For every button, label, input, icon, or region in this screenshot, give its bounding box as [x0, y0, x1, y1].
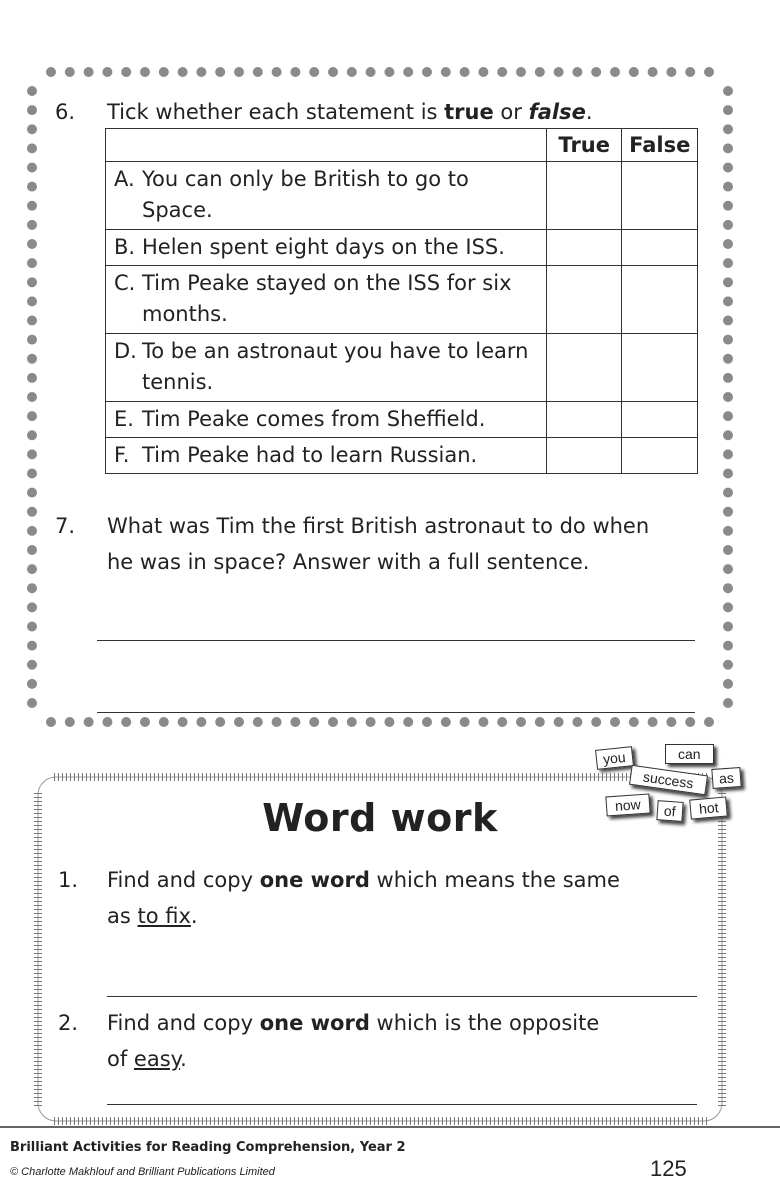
- border-dot: [723, 411, 733, 421]
- border-dot: [460, 67, 470, 77]
- false-checkbox[interactable]: [622, 266, 698, 334]
- border-dot: [366, 717, 376, 727]
- border-dot: [422, 717, 432, 727]
- border-dot: [178, 67, 188, 77]
- true-checkbox[interactable]: [546, 162, 622, 230]
- border-dot: [723, 105, 733, 115]
- border-dot: [441, 67, 451, 77]
- border-dot: [723, 622, 733, 632]
- border-dot: [723, 163, 733, 173]
- border-dot: [102, 67, 112, 77]
- border-dot: [610, 717, 620, 727]
- word-tile: now: [605, 794, 650, 817]
- border-dot: [27, 469, 37, 479]
- q7-line1: What was Tim the first British astronaut to do when: [107, 514, 650, 538]
- border-dot: [27, 392, 37, 402]
- border-dot: [723, 258, 733, 268]
- border-dot: [723, 488, 733, 498]
- border-dot: [723, 239, 733, 249]
- border-dot: [723, 373, 733, 383]
- border-dot: [478, 717, 488, 727]
- border-dot: [27, 660, 37, 670]
- border-dot: [535, 717, 545, 727]
- table-row: F. Tim Peake had to learn Russian.: [106, 438, 698, 474]
- border-dot: [723, 641, 733, 651]
- ww-q2-line2: of easy.: [107, 1047, 187, 1071]
- border-dot: [629, 67, 639, 77]
- target-phrase: easy: [133, 1047, 181, 1071]
- target-phrase: to fix: [137, 904, 191, 928]
- border-dot: [27, 220, 37, 230]
- border-dot: [704, 67, 714, 77]
- border-dot: [27, 105, 37, 115]
- border-dot: [554, 717, 564, 727]
- border-dot: [685, 717, 695, 727]
- border-dot: [723, 449, 733, 459]
- border-dot: [704, 717, 714, 727]
- border-dot: [27, 296, 37, 306]
- false-checkbox[interactable]: [622, 402, 698, 438]
- table-header-row: [106, 129, 698, 162]
- false-checkbox[interactable]: [622, 162, 698, 230]
- true-checkbox[interactable]: [546, 230, 622, 266]
- border-dot: [384, 67, 394, 77]
- footer-copyright: © Charlotte Makhlouf and Brilliant Publications Limited: [10, 1166, 275, 1178]
- border-dot: [27, 335, 37, 345]
- border-dot: [159, 717, 169, 727]
- border-dot: [27, 86, 37, 96]
- word-tile: you: [595, 746, 633, 770]
- border-dot: [422, 67, 432, 77]
- border-dot: [102, 717, 112, 727]
- border-dot: [84, 67, 94, 77]
- false-checkbox[interactable]: [622, 438, 698, 474]
- border-dot: [666, 717, 676, 727]
- border-dot: [27, 507, 37, 517]
- border-dot: [723, 564, 733, 574]
- border-dot: [159, 67, 169, 77]
- border-dot: [347, 67, 357, 77]
- table-row: B. Helen spent eight days on the ISS.: [106, 230, 698, 266]
- word-tile: can: [665, 744, 714, 764]
- word-tile: of: [656, 800, 683, 822]
- border-dot: [535, 67, 545, 77]
- statement-text: Tim Peake comes from Sheffield.: [142, 407, 486, 431]
- border-dot: [723, 86, 733, 96]
- table-row: A. You can only be British to go to Space.: [106, 162, 698, 230]
- border-dot: [27, 488, 37, 498]
- border-dot: [572, 717, 582, 727]
- border-dot: [27, 258, 37, 268]
- border-dot: [27, 449, 37, 459]
- statement-text: To be an astronaut you have to learn tennis.: [142, 339, 529, 394]
- true-checkbox[interactable]: [546, 438, 622, 474]
- border-dot: [723, 469, 733, 479]
- border-dot: [27, 641, 37, 651]
- false-checkbox[interactable]: [622, 334, 698, 402]
- border-dot: [27, 564, 37, 574]
- border-dot: [234, 67, 244, 77]
- border-dot: [27, 622, 37, 632]
- border-dot: [516, 717, 526, 727]
- border-dot: [629, 717, 639, 727]
- border-dot: [27, 124, 37, 134]
- q6-number: 6.: [55, 100, 76, 124]
- border-dot: [140, 67, 150, 77]
- border-dot: [309, 717, 319, 727]
- border-dot: [723, 296, 733, 306]
- border-dot: [65, 67, 75, 77]
- border-dot: [610, 67, 620, 77]
- word-tile: success: [629, 765, 708, 795]
- border-dot: [215, 67, 225, 77]
- border-dot: [196, 67, 206, 77]
- border-dot: [723, 526, 733, 536]
- border-dot: [27, 698, 37, 708]
- ww-q2-answer-line[interactable]: [107, 1104, 697, 1105]
- border-dot: [403, 67, 413, 77]
- q7-number: 7.: [55, 514, 76, 538]
- q7-answer-line-2[interactable]: [97, 712, 695, 713]
- border-dot: [478, 67, 488, 77]
- q7-answer-line-1[interactable]: [97, 640, 695, 641]
- ww-q1-number: 1.: [58, 868, 79, 892]
- statement-text: Helen spent eight days on the ISS.: [142, 235, 505, 259]
- border-dot: [723, 545, 733, 555]
- border-dot: [328, 67, 338, 77]
- border-dot: [309, 67, 319, 77]
- true-checkbox[interactable]: [546, 402, 622, 438]
- border-dot: [121, 67, 131, 77]
- border-dot: [723, 507, 733, 517]
- border-dot: [46, 717, 56, 727]
- border-dot: [328, 717, 338, 727]
- page-number: 125: [650, 1156, 687, 1181]
- border-dot: [685, 67, 695, 77]
- ww-q1-answer-line[interactable]: [107, 996, 697, 997]
- border-dot: [27, 545, 37, 555]
- border-dot: [215, 717, 225, 727]
- border-dot: [384, 717, 394, 727]
- border-dot: [648, 717, 658, 727]
- true-false-table: [105, 128, 698, 474]
- border-dot: [648, 67, 658, 77]
- border-dot: [27, 143, 37, 153]
- border-dot: [290, 67, 300, 77]
- border-dot: [723, 182, 733, 192]
- border-dot: [178, 717, 188, 727]
- border-dot: [497, 67, 507, 77]
- border-dot: [253, 67, 263, 77]
- border-dot: [591, 717, 601, 727]
- border-dot: [723, 335, 733, 345]
- q7-line2: he was in space? Answer with a full sentence.: [107, 550, 590, 574]
- border-dot: [723, 201, 733, 211]
- border-dot: [27, 163, 37, 173]
- border-dot: [723, 143, 733, 153]
- border-dot: [723, 392, 733, 402]
- border-dot: [27, 430, 37, 440]
- table-row: C. Tim Peake stayed on the ISS for six months.: [106, 266, 698, 334]
- border-dot: [554, 67, 564, 77]
- border-dot: [140, 717, 150, 727]
- border-dot: [234, 717, 244, 727]
- false-header: False: [622, 129, 698, 162]
- ww-q2-line1: Find and copy one word which is the opposite: [107, 1011, 600, 1035]
- border-dot: [196, 717, 206, 727]
- ww-q1-line1: Find and copy one word which means the same: [107, 868, 620, 892]
- border-dot: [403, 717, 413, 727]
- border-dot: [723, 660, 733, 670]
- border-dot: [366, 67, 376, 77]
- border-dot: [27, 201, 37, 211]
- border-dot: [46, 67, 56, 77]
- border-dot: [591, 67, 601, 77]
- border-dot: [497, 717, 507, 727]
- statement-text: You can only be British to go to Space.: [142, 167, 469, 222]
- ww-q1-line2: as to fix.: [107, 904, 198, 928]
- border-dot: [121, 717, 131, 727]
- border-dot: [290, 717, 300, 727]
- border-dot: [65, 717, 75, 727]
- border-dot: [723, 679, 733, 689]
- ww-q2-number: 2.: [58, 1011, 79, 1035]
- border-dot: [27, 354, 37, 364]
- border-dot: [572, 67, 582, 77]
- statement-text: Tim Peake stayed on the ISS for six months.: [142, 271, 512, 326]
- q6-prompt: Tick whether each statement is true or false.: [107, 100, 593, 124]
- border-dot: [27, 679, 37, 689]
- border-dot: [84, 717, 94, 727]
- word-tile: as: [711, 767, 741, 789]
- border-dot: [723, 602, 733, 612]
- border-dot: [723, 220, 733, 230]
- border-dot: [27, 239, 37, 249]
- border-dot: [460, 717, 470, 727]
- word-tile: hot: [689, 796, 728, 819]
- border-dot: [27, 602, 37, 612]
- border-dot: [723, 430, 733, 440]
- word-work-title: Word work: [262, 796, 498, 840]
- border-dot: [723, 277, 733, 287]
- border-dot: [27, 526, 37, 536]
- border-dot: [27, 373, 37, 383]
- border-dot: [272, 717, 282, 727]
- statement-text: Tim Peake had to learn Russian.: [142, 443, 478, 467]
- border-dot: [347, 717, 357, 727]
- true-checkbox[interactable]: [546, 334, 622, 402]
- table-row: E. Tim Peake comes from Sheffield.: [106, 402, 698, 438]
- true-header: True: [546, 129, 622, 162]
- border-dot: [723, 698, 733, 708]
- border-dot: [27, 277, 37, 287]
- false-checkbox[interactable]: [622, 230, 698, 266]
- border-dot: [666, 67, 676, 77]
- border-dot: [723, 354, 733, 364]
- border-dot: [27, 583, 37, 593]
- border-dot: [723, 316, 733, 326]
- border-dot: [723, 124, 733, 134]
- border-dot: [27, 316, 37, 326]
- border-dot: [272, 67, 282, 77]
- true-checkbox[interactable]: [546, 266, 622, 334]
- border-dot: [253, 717, 263, 727]
- table-row: D. To be an astronaut you have to learn tennis.: [106, 334, 698, 402]
- border-dot: [723, 583, 733, 593]
- border-dot: [441, 717, 451, 727]
- footer-book-title: Brilliant Activities for Reading Comprehension, Year 2: [10, 1140, 406, 1155]
- border-dot: [516, 67, 526, 77]
- border-dot: [27, 182, 37, 192]
- border-dot: [27, 411, 37, 421]
